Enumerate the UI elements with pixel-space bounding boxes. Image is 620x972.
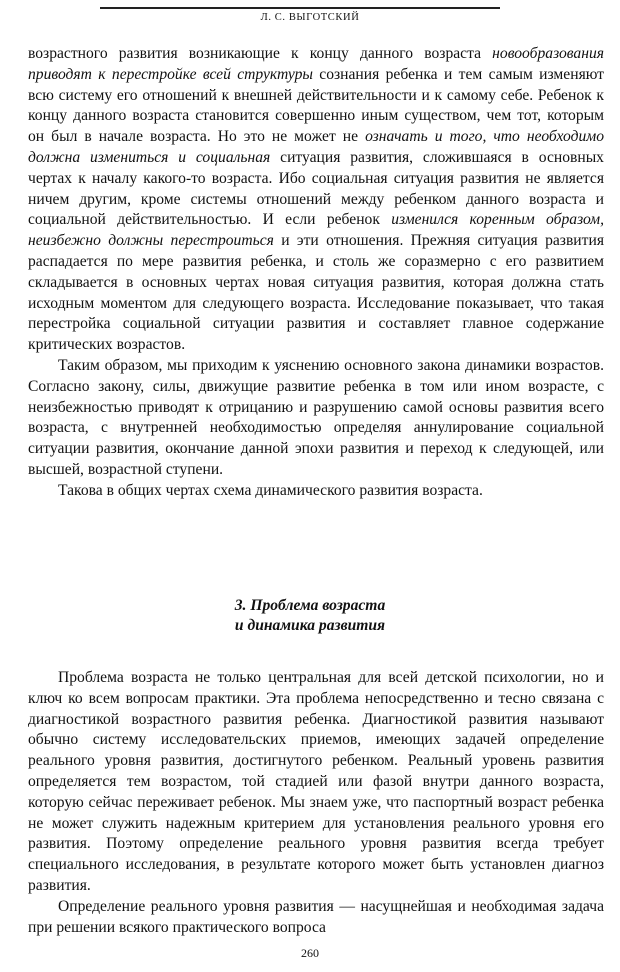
header-rule xyxy=(100,7,500,9)
paragraph-1-emphasis-1: новообразования приводят к перестройке всей структуры xyxy=(28,45,604,83)
paragraph-1 xyxy=(28,44,604,356)
paragraph-1-emphasis-3: изменился коренным образом, неизбежно должны перестроиться xyxy=(28,211,604,250)
text-block-top xyxy=(28,44,604,502)
paragraph-2: Таким образом, мы приходим к уяснению основного закона динамики возрастов. Согласно закону, силы, движущие развитие ребенка в том или ином возрасте, с неизбежностью приводят к отрицанию и разрушению самой основы развития всего возраста, с внутренней необходимостью определяя аннулирование социальной ситуации развития, окончание данной эпохи развития и переход к следующей, или высшей, возрастной ступени. xyxy=(28,356,604,478)
paragraph-1-part-c: сознания ребенка и тем самым изменяют всю систему его отношений к внешней действительности и к самому себе. Ребенок к концу данного возраста становится совершенно иным существом, чем тот, которым он был в начале возраста. Но это не может не xyxy=(28,65,604,146)
text-block-bottom xyxy=(28,668,604,938)
paragraph-1-part-e: ситуация развития, сложившаяся в основных чертах к началу какого-то возраста. Ибо социальная ситуация развития не является ничем другим, кроме системы отношений между ребенком данного возраста и социальной действительностью. И если ребенок xyxy=(28,148,604,229)
running-head: Л. С. ВЫГОТСКИЙ xyxy=(260,12,360,23)
paragraph-1-part-g: и эти отношения. Прежняя ситуация развития распадается по мере развития ребенка, и столь же соразмерно с его развитием складывается в основных чертах новая ситуация развития, которая должна стать исходным моментом для следующего возраста. Исследование показывает, что такая перестройка социальной ситуации развития и составляет главное содержание критических возрастов. xyxy=(28,232,604,354)
paragraph-1-part-a: возрастного развития возникающие к концу данного возраста xyxy=(28,45,493,62)
section-heading-line-1: 3. Проблема возраста xyxy=(234,597,386,614)
page-number: 260 xyxy=(301,946,319,960)
section-heading-line-2: и динамика развития xyxy=(234,617,386,634)
section-heading xyxy=(0,596,620,636)
paragraph-5: Определение реального уровня развития — насущнейшая и необходимая задача при решении всякого практического вопроса xyxy=(28,897,604,936)
paragraph-3: Такова в общих чертах схема динамического развития возраста. xyxy=(58,481,483,499)
paragraph-1-emphasis-2: означать и того, что необходимо должна измениться и социальная xyxy=(28,128,605,166)
paragraph-4: Проблема возраста не только центральная для всей детской психологии, но и ключ ко всем вопросам практики. Эта проблема непосредственно и тесно связана с диагностикой возрастного развития ребенка. Диагностикой развития называют обычно систему исследовательских приемов, имеющих задачей определение реального уровня развития, достигнутого ребенком. Реальный уровень развития определяется тем возрастом, той стадией или фазой внутри данного возраста, которую сейчас переживает ребенок. Мы знаем уже, что паспортный возраст ребенка не может служить надежным критерием для установления реального уровня его развития. Поэтому определение реального уровня развития всегда требует специального исследования, в результате которого может быть установлен диагноз развития. xyxy=(28,669,604,894)
